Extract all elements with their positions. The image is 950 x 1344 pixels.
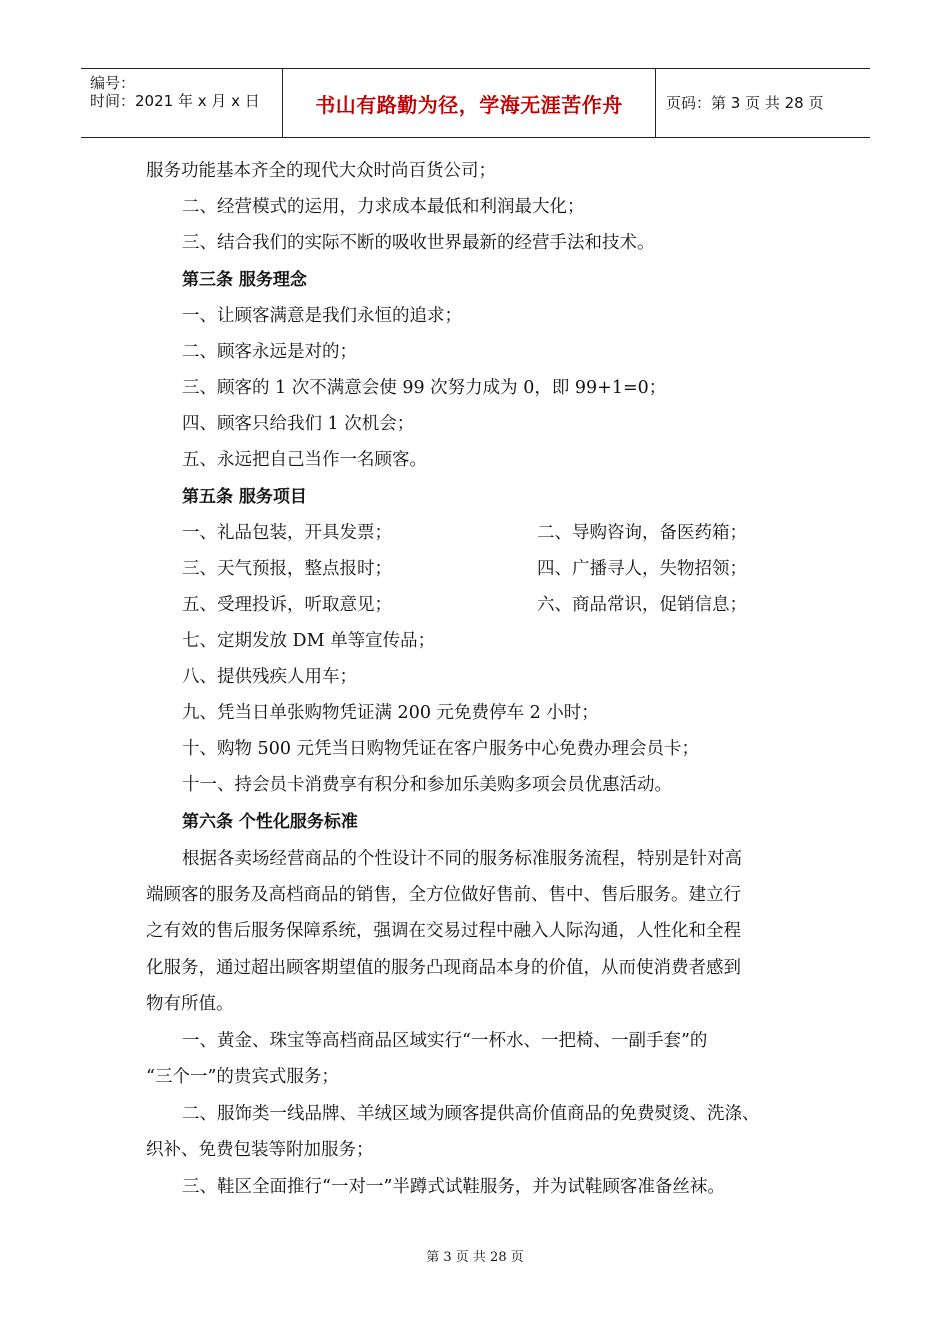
body-line: 织补、免费包装等附加服务； (146, 1140, 374, 1160)
body-line: 物有所值。 (146, 994, 234, 1014)
body-line: 三、天气预报，整点报时； (182, 559, 392, 579)
body-line: 之有效的售后服务保障系统，强调在交易过程中融入人际沟通，人性化和全程 (146, 921, 741, 941)
body-line: 化服务，通过超出顾客期望值的服务凸现商品本身的价值，从而使消费者感到 (146, 958, 741, 978)
header-page-cell (656, 69, 870, 137)
body-line: 八、提供残疾人用车； (182, 667, 357, 687)
body-line: 端顾客的服务及高档商品的销售，全方位做好售前、售中、售后服务。建立行 (146, 885, 741, 905)
body-line: “三个一”的贵宾式服务； (146, 1067, 339, 1087)
page-footer: 第 3 页 共 28 页 (426, 1250, 524, 1265)
body-line: 三、结合我们的实际不断的吸收世界最新的经营手法和技术。 (182, 233, 655, 253)
document-date-label: 时间：2021 年 x 月 x 日 (90, 92, 260, 110)
section-heading: 第三条 服务理念 (182, 270, 307, 290)
body-line: 五、受理投诉，听取意见； (182, 595, 392, 615)
body-line: 五、永远把自己当作一名顾客。 (182, 450, 427, 470)
body-line: 二、顾客永远是对的； (182, 342, 357, 362)
body-line: 二、服饰类一线品牌、羊绒区域为顾客提供高价值商品的免费熨烫、洗涤、 (182, 1104, 760, 1124)
body-line: 一、黄金、珠宝等高档商品区域实行“一杯水、一把椅、一副手套”的 (182, 1031, 708, 1051)
body-line: 二、导购咨询，备医药箱； (537, 523, 747, 543)
body-line: 九、凭当日单张购物凭证满 200 元免费停车 2 小时； (182, 703, 599, 723)
header-page-number: 页码：第 3 页 共 28 页 (666, 94, 824, 112)
body-line: 三、顾客的 1 次不满意会使 99 次努力成为 0，即 99+1=0； (182, 378, 667, 398)
body-line: 四、广播寻人，失物招领； (537, 559, 747, 579)
body-line: 七、定期发放 DM 单等宣传品； (182, 631, 436, 651)
body-line: 一、礼品包装，开具发票； (182, 523, 392, 543)
header-left-cell (81, 69, 281, 137)
body-line: 二、经营模式的运用，力求成本最低和利润最大化； (182, 197, 585, 217)
header-motto: 书山有路勤为径，学海无涯苦作舟 (315, 92, 623, 117)
body-line: 十、购物 500 元凭当日购物凭证在客户服务中心免费办理会员卡； (182, 739, 700, 759)
body-line: 服务功能基本齐全的现代大众时尚百货公司； (146, 161, 496, 181)
body-line: 一、让顾客满意是我们永恒的追求； (182, 306, 462, 326)
body-line: 十一、持会员卡消费享有积分和参加乐美购多项会员优惠活动。 (182, 775, 672, 795)
header-motto-cell (282, 69, 656, 137)
document-header (81, 68, 870, 138)
section-heading: 第六条 个性化服务标准 (182, 812, 358, 832)
body-line: 六、商品常识，促销信息； (537, 595, 747, 615)
body-line: 四、顾客只给我们 1 次机会； (182, 414, 415, 434)
section-heading: 第五条 服务项目 (182, 487, 307, 507)
document-number-label: 编号： (90, 74, 136, 92)
body-line: 三、鞋区全面推行“一对一”半蹲式试鞋服务，并为试鞋顾客准备丝袜。 (182, 1177, 725, 1197)
body-line: 根据各卖场经营商品的个性设计不同的服务标准服务流程，特别是针对高 (182, 849, 742, 869)
